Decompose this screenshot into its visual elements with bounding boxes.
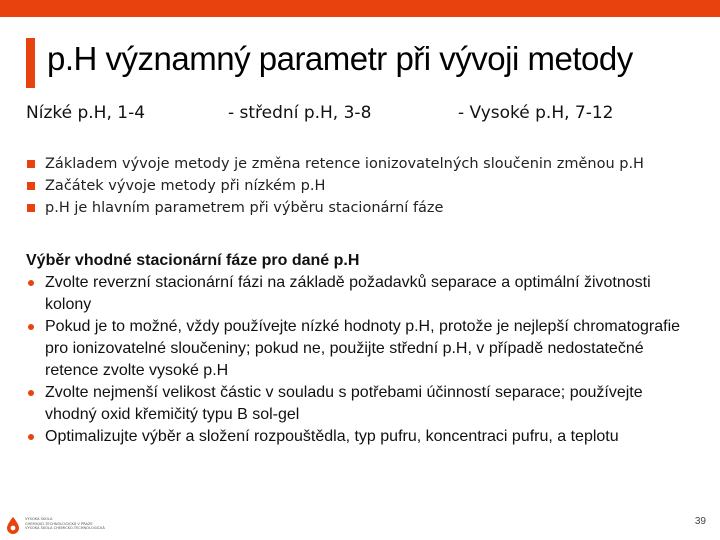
ph-range-high: - Vysoké p.H, 7-12: [458, 103, 614, 123]
institution-line: VYSOKÁ ŠKOLA CHEMICKO-TECHNOLOGICKÁ: [25, 526, 105, 531]
ph-range-low: Nízké p.H, 1-4: [26, 103, 146, 123]
key-point: [26, 197, 644, 219]
institution-line: VYSOKÁ ŠKOLA: [25, 517, 53, 521]
stationary-phase-section: [26, 250, 686, 448]
dot-bullet-icon: [28, 390, 34, 396]
square-bullet-icon: [27, 160, 35, 168]
key-point: [26, 153, 644, 175]
key-point-text: p.H je hlavním parametrem při výběru stacionární fáze: [45, 200, 444, 216]
slide-title: p.H významný parametr při vývoji metody: [47, 40, 633, 77]
square-bullet-icon: [27, 182, 35, 190]
recommendation-text: Pokud je to možné, vždy používejte nízké hodnoty p.H, protože je nejlepší chromatografie pro ionizovatelné sloučeniny; pokud ne, použijte střední p.H, v případě nedostatečné retence zvolte vysoké p.H: [45, 318, 681, 379]
recommendation-text: Zvolte nejmenší velikost částic v souladu s potřebami účinností separace; používejte vhodný oxid křemičitý typu B sol-gel: [45, 384, 643, 423]
recommendation-item: [26, 382, 686, 426]
ph-range-mid: - střední p.H, 3-8: [228, 103, 372, 123]
key-point-text: Základem vývoje metody je změna retence ionizovatelných sloučenin změnou p.H: [45, 156, 644, 172]
dot-bullet-icon: [28, 324, 34, 330]
top-accent-bar: [0, 0, 720, 17]
page-number: 39: [694, 516, 706, 527]
recommendation-list: [26, 272, 686, 448]
recommendation-item: [26, 426, 686, 448]
key-point-text: Začátek vývoje metody při nízkém p.H: [45, 178, 326, 194]
section-title: Výběr vhodné stacionární fáze pro dané p.H: [26, 252, 360, 269]
recommendation-item: [26, 272, 686, 316]
key-point: [26, 175, 644, 197]
recommendation-text: Zvolte reverzní stacionární fázi na základě požadavků separace a optimální životnosti kolony: [45, 274, 651, 313]
recommendation-item: [26, 316, 686, 382]
recommendation-text: Optimalizujte výběr a složení rozpouštědla, typ pufru, koncentraci pufru, a teplotu: [45, 428, 619, 445]
institution-line: CHEMICKO-TECHNOLOGICKÁ V PRAZE: [25, 521, 93, 526]
dot-bullet-icon: [28, 280, 34, 286]
key-points-list: [26, 153, 644, 219]
title-accent-bar: [26, 38, 35, 88]
school-logo-icon: [6, 516, 20, 534]
dot-bullet-icon: [28, 434, 34, 440]
square-bullet-icon: [27, 204, 35, 212]
institution-name: [25, 517, 105, 531]
